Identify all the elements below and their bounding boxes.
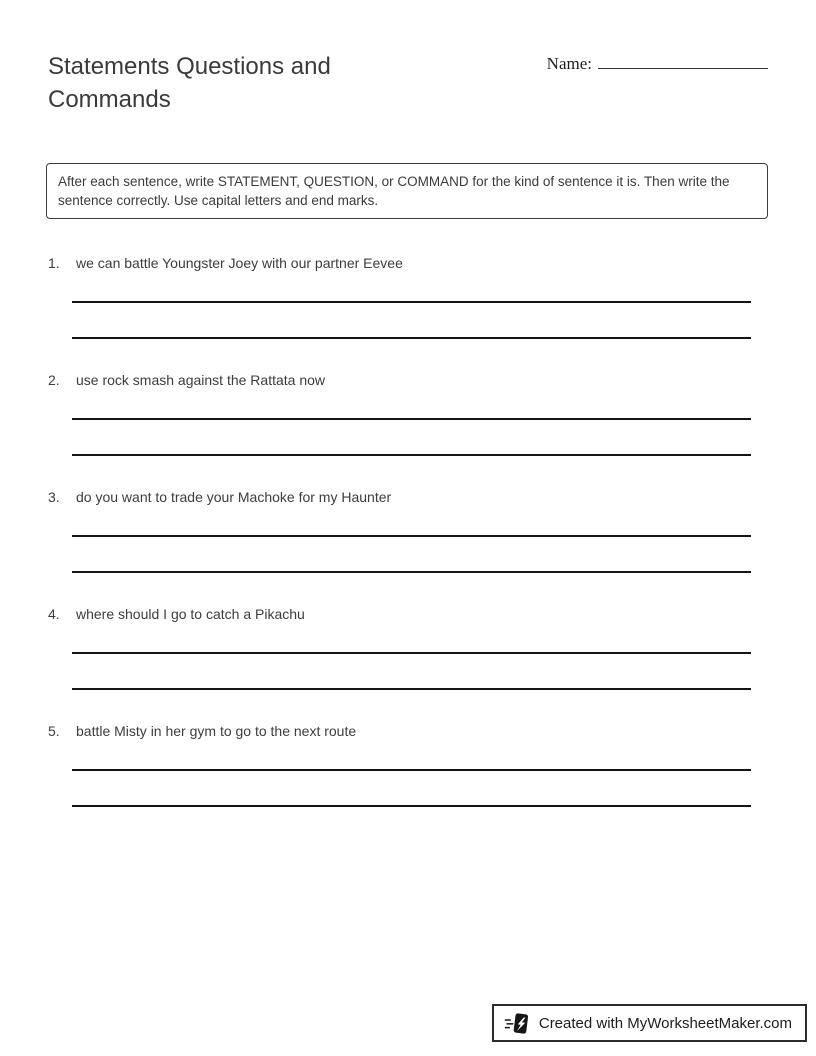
question-sentence: do you want to trade your Machoke for my Haunter bbox=[76, 489, 392, 505]
question-sentence: where should I go to catch a Pikachu bbox=[76, 606, 305, 622]
instructions-box bbox=[46, 163, 768, 219]
answer-line bbox=[72, 805, 751, 807]
answer-line bbox=[72, 454, 751, 456]
question-number: 3. bbox=[48, 489, 60, 505]
question-number: 4. bbox=[48, 606, 60, 622]
credit-text: Created with MyWorksheetMaker.com bbox=[538, 1014, 792, 1032]
answer-line bbox=[72, 571, 751, 573]
answer-line bbox=[72, 652, 751, 654]
question-item-4 bbox=[48, 604, 768, 690]
question-number: 2. bbox=[48, 372, 60, 388]
question-sentence: we can battle Youngster Joey with our partner Eevee bbox=[76, 255, 403, 271]
answer-line bbox=[72, 418, 751, 420]
page-header bbox=[0, 0, 816, 116]
answer-line bbox=[72, 688, 751, 690]
question-number: 5. bbox=[48, 723, 60, 739]
answer-line bbox=[72, 535, 751, 537]
question-sentence-row bbox=[48, 604, 768, 624]
question-item-5 bbox=[48, 721, 768, 807]
question-sentence-row bbox=[48, 370, 768, 390]
question-item-1 bbox=[48, 253, 768, 339]
question-sentence: use rock smash against the Rattata now bbox=[76, 372, 326, 388]
answer-line bbox=[72, 301, 751, 303]
question-sentence-row bbox=[48, 487, 768, 507]
answer-line bbox=[72, 769, 751, 771]
question-item-3 bbox=[48, 487, 768, 573]
credit-badge[interactable] bbox=[492, 1004, 807, 1042]
worksheet-bolt-logo-icon bbox=[504, 1010, 531, 1037]
question-sentence-row bbox=[48, 721, 768, 741]
name-blank-line bbox=[598, 54, 768, 69]
question-sentence: battle Misty in her gym to go to the next route bbox=[76, 723, 357, 739]
name-label: Name: bbox=[546, 54, 592, 73]
question-sentence-row bbox=[48, 253, 768, 273]
question-item-2 bbox=[48, 370, 768, 456]
name-field bbox=[547, 54, 768, 74]
instructions-text: After each sentence, write STATEMENT, QUESTION, or COMMAND for the kind of sentence it is. Then write the sentence correctly. Use capital letters and end marks. bbox=[58, 174, 730, 208]
question-number: 1. bbox=[48, 255, 60, 271]
questions-list bbox=[48, 253, 768, 807]
page-title: Statements Questions and Commands bbox=[48, 53, 331, 113]
answer-line bbox=[72, 337, 751, 339]
